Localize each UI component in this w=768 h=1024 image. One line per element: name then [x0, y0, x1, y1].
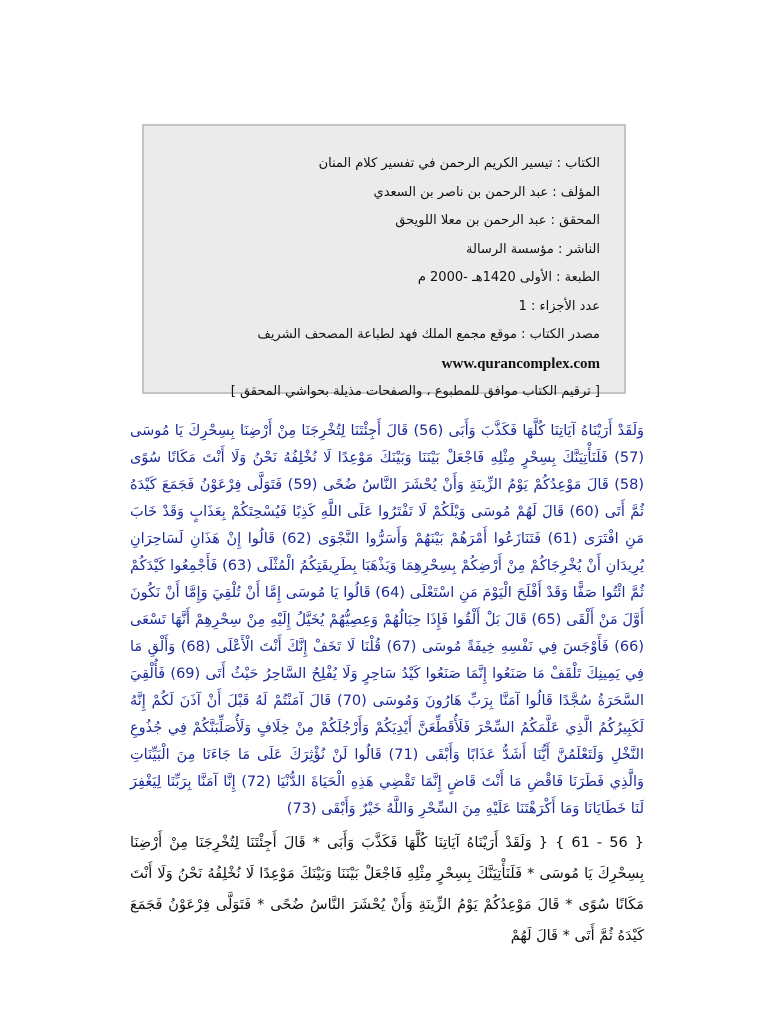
tafsir-text: { 56 - 61 } { وَلَقَدْ أَرَيْنَاهُ آيَاتِنَا كُلَّهَا فَكَذَّبَ وَأَبَى * قَالَ أَجِئْتَنَا لِتُخْرِجَنَا مِنْ أَرْضِنَا بِسِحْرِكَ يَا مُوسَى * فَلَنَأْتِيَنَّكَ بِسِحْرٍ مِثْلِهِ فَاجْعَلْ بَيْنَنَا وَبَيْنَكَ مَوْعِدًا لَا نُخْلِفُهُ نَحْنُ وَلَا أَنْتَ مَكَانًا سُوًى * قَالَ مَوْعِدُكُمْ يَوْمُ الزِّينَةِ وَأَنْ يُحْشَرَ النَّاسُ ضُحًى * فَتَوَلَّى فِرْعَوْنُ فَجَمَعَ كَيْدَهُ ثُمَّ أَتَى * قَالَ لَهُمْ — [130, 835, 645, 944]
source-line: مصدر الكتاب : موقع مجمع الملك فهد لطباعة المصحف الشريف — [257, 327, 600, 342]
book-info-box — [142, 124, 626, 399]
pagination-note: [ ترقيم الكتاب موافق للمطبوع ، والصفحات مذيلة بحواشي المحقق ] — [230, 384, 600, 399]
book-info-lines — [160, 150, 600, 407]
source-url: www.qurancomplex.com — [441, 355, 600, 372]
author-line: المؤلف : عبد الرحمن بن ناصر بن السعدي — [373, 184, 600, 200]
editor-line: المحقق : عبد الرحمن بن معلا اللويحق — [395, 213, 600, 228]
parts-line: عدد الأجزاء : 1 — [518, 298, 600, 314]
edition-line: الطبعة : الأولى 1420هـ -2000 م — [417, 270, 600, 285]
quran-verses-text: وَلَقَدْ أَرَيْنَاهُ آيَاتِنَا كُلَّهَا فَكَذَّبَ وَأَبَى (56) قَالَ أَجِئْتَنَا لِتُخْرِجَنَا مِنْ أَرْضِنَا بِسِحْرِكَ يَا مُوسَى (57) فَلَنَأْتِيَنَّكَ بِسِحْرٍ مِثْلِهِ فَاجْعَلْ بَيْنَنَا وَبَيْنَكَ مَوْعِدًا لَا نُخْلِفُهُ نَحْنُ وَلَا أَنْتَ مَكَانًا سُوًى (58) قَالَ مَوْعِدُكُمْ يَوْمُ الزِّينَةِ وَأَنْ يُحْشَرَ النَّاسُ ضُحًى (59) فَتَوَلَّى فِرْعَوْنُ فَجَمَعَ كَيْدَهُ ثُمَّ أَتَى (60) قَالَ لَهُمْ مُوسَى وَيْلَكُمْ لَا تَفْتَرُوا عَلَى اللَّهِ كَذِبًا فَيُسْحِتَكُمْ بِعَذَابٍ وَقَدْ خَابَ مَنِ افْتَرَى (61) فَتَنَازَعُوا أَمْرَهُمْ بَيْنَهُمْ وَأَسَرُّوا النَّجْوَى (62) قَالُوا إِنْ هَذَانِ لَسَاحِرَانِ يُرِيدَانِ أَنْ يُخْرِجَاكُمْ مِنْ أَرْضِكُمْ بِسِحْرِهِمَا وَيَذْهَبَا بِطَرِيقَتِكُمُ الْمُثْلَى (63) فَأَجْمِعُوا كَيْدَكُمْ ثُمَّ ائْتُوا صَفًّا وَقَدْ أَفْلَحَ الْيَوْمَ مَنِ اسْتَعْلَى (64) قَالُوا يَا مُوسَى إِمَّا أَنْ تُلْقِيَ وَإِمَّا أَنْ نَكُونَ أَوَّلَ مَنْ أَلْقَى (65) قَالَ بَلْ أَلْقُوا فَإِذَا حِبَالُهُمْ وَعِصِيُّهُمْ يُخَيَّلُ إِلَيْهِ مِنْ سِحْرِهِمْ أَنَّهَا تَسْعَى (66) فَأَوْجَسَ فِي نَفْسِهِ خِيفَةً مُوسَى (67) قُلْنَا لَا تَخَفْ إِنَّكَ أَنْتَ الْأَعْلَى (68) وَأَلْقِ مَا فِي يَمِينِكَ تَلْقَفْ مَا صَنَعُوا إِنَّمَا صَنَعُوا كَيْدُ سَاحِرٍ وَلَا يُفْلِحُ السَّاحِرُ حَيْثُ أَتَى (69) فَأُلْقِيَ السَّحَرَةُ سُجَّدًا قَالُوا آمَنَّا بِرَبِّ هَارُونَ وَمُوسَى (70) قَالَ آمَنْتُمْ لَهُ قَبْلَ أَنْ آذَنَ لَكُمْ إِنَّهُ لَكَبِيرُكُمُ الَّذِي عَلَّمَكُمُ السِّحْرَ فَلَأُقَطِّعَنَّ أَيْدِيَكُمْ وَأَرْجُلَكُمْ مِنْ خِلَافٍ وَلَأُصَلِّبَنَّكُمْ فِي جُذُوعِ النَّخْلِ وَلَتَعْلَمُنَّ أَيُّنَا أَشَدُّ عَذَابًا وَأَبْقَى (71) قَالُوا لَنْ نُؤْثِرَكَ عَلَى مَا جَاءَنَا مِنَ الْبَيِّنَاتِ وَالَّذِي فَطَرَنَا فَاقْضِ مَا أَنْتَ قَاضٍ إِنَّمَا تَقْضِي هَذِهِ الْحَيَاةَ الدُّنْيَا (72) إِنَّا آمَنَّا بِرَبِّنَا لِيَغْفِرَ لَنَا خَطَايَانَا وَمَا أَكْرَهْتَنَا عَلَيْهِ مِنَ السِّحْرِ وَاللَّهُ خَيْرٌ وَأَبْقَى (73) — [130, 423, 645, 817]
publisher-line: الناشر : مؤسسة الرسالة — [466, 241, 600, 257]
book-title-line: الكتاب : تيسير الكريم الرحمن في تفسير كلام المنان — [318, 156, 600, 171]
